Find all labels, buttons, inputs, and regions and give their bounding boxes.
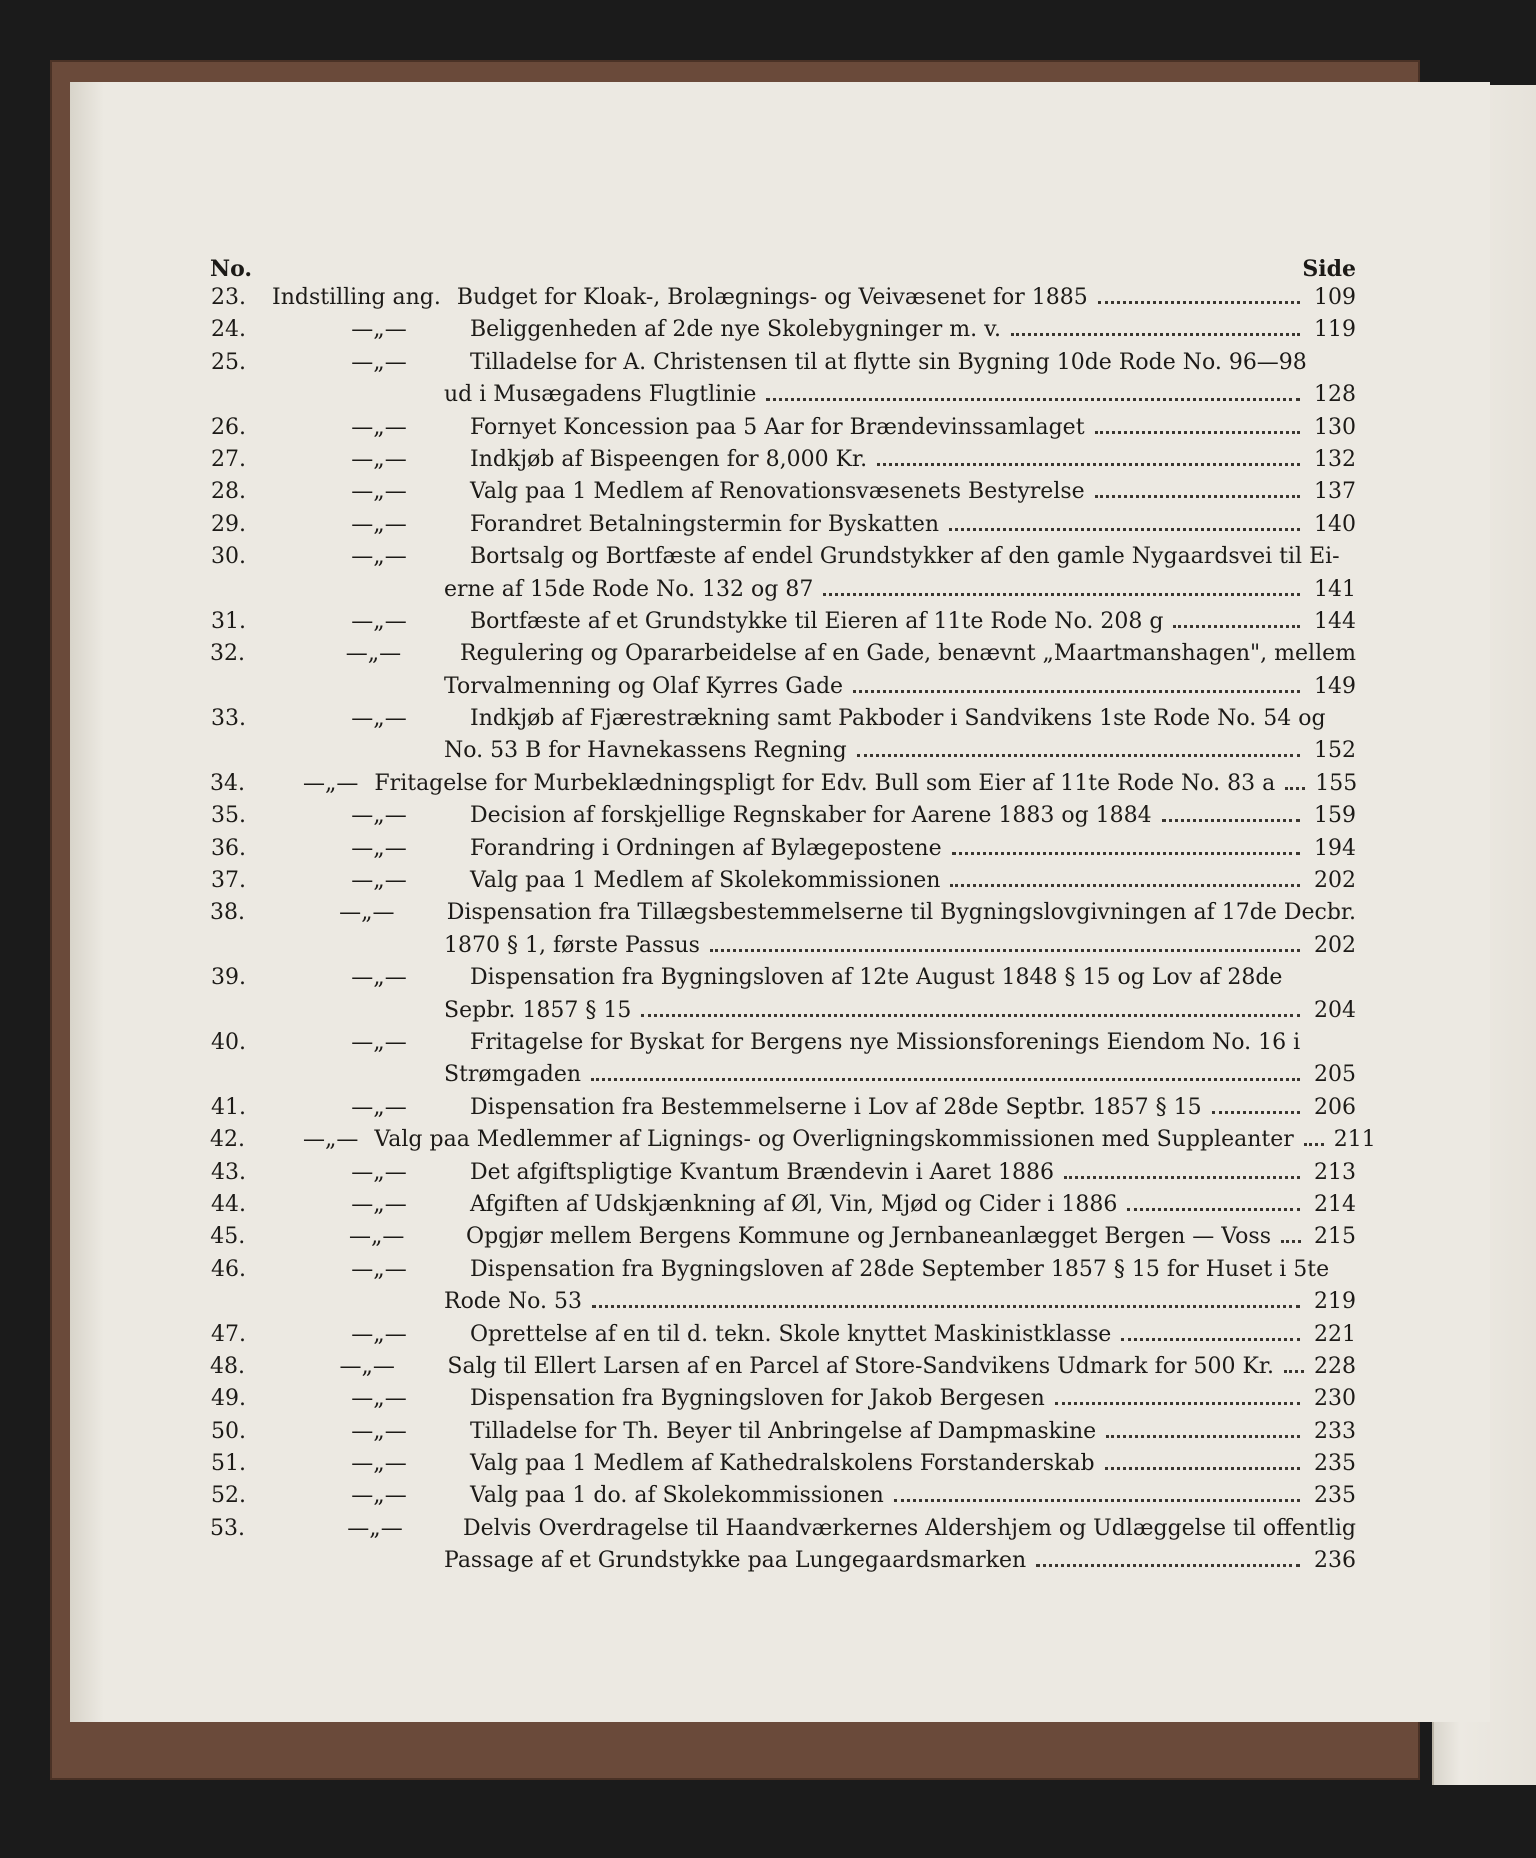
entry-number: 34.	[210, 770, 245, 796]
entry-title: Tilladelse for A. Christensen til at flytte sin Bygning 10de Rode No. 96—98	[470, 349, 1307, 375]
toc-entry-line	[210, 476, 1356, 508]
toc-entry-line	[210, 574, 1356, 606]
ditto-mark: —„—	[351, 544, 407, 570]
leader-dots	[1064, 1176, 1300, 1179]
toc-entry-line	[210, 1319, 1356, 1351]
toc-entry-line	[210, 703, 1356, 735]
ditto-mark: —„—	[351, 1418, 407, 1444]
entry-title: Tilladelse for Th. Beyer til Anbringelse af Dampmaskine	[470, 1418, 1097, 1444]
ditto-mark: —„—	[351, 317, 407, 343]
entry-title: 1870 § 1, første Passus	[444, 932, 700, 958]
entry-page-number: 149	[1314, 673, 1356, 699]
ditto-mark: —„—	[351, 479, 407, 505]
entry-title: Rode No. 53	[444, 1289, 582, 1315]
leader-dots	[952, 852, 1300, 855]
ditto-mark: —„—	[351, 349, 407, 375]
entry-number: 39.	[211, 965, 246, 991]
toc-entry-line	[210, 412, 1356, 444]
ditto-mark: —„—	[339, 1353, 395, 1379]
ditto-mark: —„—	[351, 965, 407, 991]
toc-entry-line	[210, 930, 1356, 962]
toc-entry-line	[210, 1383, 1356, 1415]
toc-entry-line	[210, 1513, 1356, 1545]
entry-page-number: 202	[1314, 868, 1356, 894]
entry-number: 35.	[211, 803, 246, 829]
toc-entry-line	[210, 768, 1356, 800]
entry-title: Salg til Ellert Larsen af en Parcel af Store-Sandvikens Udmark for 500 Kr.	[447, 1353, 1274, 1379]
entry-title: Det afgiftspligtige Kvantum Brændevin i Aaret 1886	[470, 1159, 1055, 1185]
entry-title: Forandret Betalningstermin for Byskatten	[470, 511, 940, 537]
entry-number: 23.	[211, 285, 246, 310]
toc-header	[210, 256, 1356, 282]
entry-title: Dispensation fra Bestemmelserne i Lov af 28de Septbr. 1857 § 15	[470, 1094, 1202, 1120]
entry-title: Decision af forskjellige Regnskaber for Aarene 1883 og 1884	[470, 803, 1152, 829]
leader-dots	[1105, 1467, 1300, 1470]
ditto-mark: —„—	[351, 446, 407, 472]
entry-page-number: 228	[1314, 1353, 1356, 1379]
toc-entry-line	[210, 1448, 1356, 1480]
toc-entry-line	[210, 1189, 1356, 1221]
leader-dots	[766, 398, 1300, 401]
leader-dots	[1285, 787, 1305, 790]
entry-number: 32.	[210, 641, 245, 667]
leader-dots	[1162, 819, 1300, 822]
entry-title: Forandring i Ordningen af Bylægepostene	[470, 835, 942, 861]
entry-page-number: 235	[1314, 1483, 1356, 1509]
entry-title: Valg paa 1 Medlem af Skolekommissionen	[470, 868, 941, 894]
table-of-contents	[210, 256, 1376, 1578]
entry-title: Bortfæste af et Grundstykke til Eieren af 11te Rode No. 208 g	[470, 608, 1164, 634]
ditto-mark: —„—	[348, 1224, 405, 1250]
toc-entry-line	[210, 995, 1356, 1027]
entry-page-number: 211	[1333, 1127, 1376, 1153]
entry-number: 52.	[211, 1483, 246, 1509]
toc-entry-line	[210, 1092, 1356, 1124]
entry-title: Bortsalg og Bortfæste af endel Grundstykker af den gamle Nygaardsvei til Ei-	[470, 544, 1340, 570]
toc-entry-line	[210, 1286, 1356, 1318]
entry-number: 27.	[211, 446, 246, 472]
leader-dots	[1173, 625, 1300, 628]
toc-entry-line	[210, 1124, 1376, 1156]
entry-page-number: 233	[1314, 1418, 1356, 1444]
leader-dots	[1281, 1240, 1301, 1243]
entry-page-number: 137	[1314, 479, 1356, 505]
entry-number: 50.	[211, 1418, 246, 1444]
entry-title: Indkjøb af Bispeengen for 8,000 Kr.	[470, 446, 868, 472]
entry-page-number: 230	[1314, 1386, 1356, 1412]
toc-entry-line	[210, 1545, 1356, 1577]
entry-page-number: 204	[1314, 997, 1356, 1023]
entry-title: Valg paa 1 Medlem af Renovationsvæsenets Bestyrelse	[470, 479, 1085, 505]
number-column-label: No.	[210, 256, 253, 282]
entry-title: Passage af et Grundstykke paa Lungegaardsmarken	[444, 1548, 1027, 1574]
toc-entry-line	[210, 444, 1356, 476]
leader-dots	[1098, 301, 1300, 304]
entry-number: 30.	[211, 544, 246, 570]
entry-number: 44.	[211, 1191, 246, 1217]
entry-number: 31.	[211, 608, 246, 634]
ditto-mark: —„—	[303, 770, 359, 796]
leader-dots	[592, 1305, 1300, 1308]
entry-lead-text: Indstilling ang.	[272, 285, 441, 310]
entry-title: No. 53 B for Havnekassens Regning	[444, 738, 847, 764]
entry-page-number: 155	[1315, 770, 1358, 796]
entry-page-number: 221	[1314, 1321, 1356, 1347]
entry-number: 40.	[211, 1029, 246, 1055]
entry-number: 51.	[211, 1451, 246, 1477]
leader-dots	[1304, 1143, 1324, 1146]
toc-entry-line	[210, 1254, 1356, 1286]
ditto-mark: —„—	[339, 900, 395, 926]
entry-page-number: 206	[1314, 1094, 1356, 1120]
leader-dots	[894, 1499, 1300, 1502]
entry-page-number: 213	[1314, 1159, 1356, 1185]
entry-number: 28.	[211, 479, 246, 505]
entry-title: Strømgaden	[444, 1062, 582, 1088]
entry-title: Fritagelse for Murbeklædningspligt for Edv. Bull som Eier af 11te Rode No. 83 a	[374, 770, 1276, 796]
toc-entry-line	[210, 282, 1356, 314]
leader-dots	[710, 949, 1300, 952]
entry-page-number: 202	[1314, 932, 1356, 958]
ditto-mark: —„—	[351, 1159, 407, 1185]
entry-page-number: 144	[1314, 608, 1356, 634]
toc-entry-line	[210, 314, 1356, 346]
leader-dots	[877, 463, 1300, 466]
leader-dots	[1095, 495, 1300, 498]
leader-dots	[949, 528, 1300, 531]
entry-number: 24.	[211, 317, 246, 343]
entry-title: Fornyet Koncession paa 5 Aar for Brændevinssamlaget	[470, 414, 1085, 440]
leader-dots	[641, 1014, 1300, 1017]
toc-entry-line	[210, 735, 1356, 767]
toc-entry-line	[210, 671, 1356, 703]
entry-page-number: 159	[1314, 803, 1356, 829]
leader-dots	[1284, 1370, 1304, 1373]
leader-dots	[950, 884, 1300, 887]
toc-entry-line	[210, 800, 1356, 832]
entry-title: Delvis Overdragelse til Haandværkernes Aldershjem og Udlæggelse til offentlig	[463, 1515, 1356, 1541]
entry-number: 25.	[211, 349, 246, 375]
ditto-mark: —„—	[351, 1094, 407, 1120]
toc-entry-line	[210, 962, 1356, 994]
toc-entry-line	[210, 897, 1356, 929]
entry-page-number: 140	[1314, 511, 1356, 537]
entry-number: 45.	[210, 1224, 246, 1250]
ditto-mark: —„—	[351, 1191, 407, 1217]
ditto-mark: —„—	[351, 1451, 407, 1477]
leader-dots	[1212, 1111, 1300, 1114]
entry-page-number: 214	[1314, 1191, 1356, 1217]
entry-title: Fritagelse for Byskat for Bergens nye Missionsforenings Eiendom No. 16 i	[470, 1029, 1301, 1055]
leader-dots	[1036, 1564, 1300, 1567]
entry-title: Dispensation fra Tillægsbestemmelserne til Bygningslovgivningen af 17de Decbr.	[446, 900, 1356, 926]
entry-title: Oprettelse af en til d. tekn. Skole knyttet Maskinistklasse	[470, 1321, 1112, 1347]
entry-number: 42.	[210, 1127, 245, 1153]
ditto-mark: —„—	[303, 1127, 359, 1153]
ditto-mark: —„—	[351, 1256, 407, 1282]
entry-number: 48.	[210, 1353, 245, 1379]
leader-dots	[1106, 1435, 1300, 1438]
entry-page-number: 119	[1314, 317, 1356, 343]
entry-page-number: 132	[1314, 446, 1356, 472]
ditto-mark: —„—	[351, 414, 407, 440]
toc-entry-line	[210, 1059, 1356, 1091]
entry-number: 47.	[211, 1321, 246, 1347]
ditto-mark: —„—	[345, 641, 402, 667]
entry-title: ud i Musægadens Flugtlinie	[444, 382, 757, 408]
entry-title: Dispensation fra Bygningsloven af 28de September 1857 § 15 for Huset i 5te	[470, 1256, 1330, 1282]
entry-page-number: 235	[1314, 1451, 1356, 1477]
entry-title: Indkjøb af Fjærestrækning samt Pakboder i Sandvikens 1ste Rode No. 54 og	[470, 706, 1326, 732]
toc-entry-line	[210, 347, 1356, 379]
ditto-mark: —„—	[351, 706, 407, 732]
ditto-mark: —„—	[351, 1029, 407, 1055]
toc-entry-line	[210, 606, 1356, 638]
leader-dots	[591, 1078, 1300, 1081]
toc-entry-line	[210, 1480, 1356, 1512]
entry-page-number: 130	[1314, 414, 1356, 440]
entry-title: Afgiften af Udskjænkning af Øl, Vin, Mjød og Cider i 1886	[470, 1191, 1118, 1217]
toc-entry-line	[210, 1157, 1356, 1189]
toc-entry-line	[210, 1351, 1356, 1383]
leader-dots	[1055, 1402, 1300, 1405]
entry-number: 33.	[211, 706, 246, 732]
entry-title: Dispensation fra Bygningsloven af 12te August 1848 § 15 og Lov af 28de	[470, 965, 1283, 991]
entry-title: Budget for Kloak-, Brolægnings- og Veivæsenet for 1885	[456, 285, 1088, 310]
entry-number: 26.	[211, 414, 246, 440]
entry-number: 37.	[211, 868, 246, 894]
ditto-mark: —„—	[351, 1386, 407, 1412]
entry-title: Regulering og Opararbeidelse af en Gade, benævnt „Maartmanshagen", mellem	[459, 641, 1356, 667]
entry-number: 53.	[210, 1515, 245, 1541]
leader-dots	[823, 593, 1300, 596]
toc-entry-line	[210, 541, 1356, 573]
ditto-mark: —„—	[351, 511, 407, 537]
entry-number: 29.	[211, 511, 246, 537]
entry-page-number: 141	[1314, 576, 1356, 602]
entry-number: 38.	[210, 900, 245, 926]
entry-title: Opgjør mellem Bergens Kommune og Jernbaneanlægget Bergen — Voss	[466, 1224, 1271, 1250]
toc-entry-line	[210, 1416, 1356, 1448]
entry-number: 36.	[211, 835, 246, 861]
entry-title: Sepbr. 1857 § 15	[444, 997, 632, 1023]
toc-entry-line	[210, 865, 1356, 897]
entry-title: Beliggenheden af 2de nye Skolebygninger m. v.	[470, 317, 1001, 343]
entry-page-number: 219	[1314, 1289, 1356, 1315]
toc-entry-line	[210, 833, 1356, 865]
entry-page-number: 236	[1314, 1548, 1356, 1574]
leader-dots	[1121, 1338, 1300, 1341]
page-column-label: Side	[1302, 256, 1356, 282]
entry-title: Dispensation fra Bygningsloven for Jakob Bergesen	[470, 1386, 1045, 1412]
ditto-mark: —„—	[351, 1321, 407, 1347]
leader-dots	[1095, 431, 1300, 434]
leader-dots	[1011, 333, 1300, 336]
entry-page-number: 194	[1314, 835, 1356, 861]
toc-entry-line	[210, 379, 1356, 411]
entry-page-number: 109	[1314, 285, 1356, 310]
leader-dots	[857, 754, 1300, 757]
ditto-mark: —„—	[351, 835, 407, 861]
entry-title: Valg paa 1 do. af Skolekommissionen	[470, 1483, 884, 1509]
ditto-mark: —„—	[351, 1483, 407, 1509]
entry-title: Valg paa Medlemmer af Lignings- og Overligningskommissionen med Suppleanter	[374, 1127, 1294, 1153]
entry-page-number: 152	[1314, 738, 1356, 764]
entry-number: 46.	[211, 1256, 246, 1282]
entry-title: erne af 15de Rode No. 132 og 87	[444, 576, 814, 602]
ditto-mark: —„—	[351, 608, 407, 634]
entry-page-number: 128	[1314, 382, 1356, 408]
ditto-mark: —„—	[351, 803, 407, 829]
toc-entry-line	[210, 1221, 1356, 1253]
leader-dots	[853, 690, 1300, 693]
entry-number: 41.	[211, 1094, 246, 1120]
entry-title: Valg paa 1 Medlem af Kathedralskolens Forstanderskab	[470, 1451, 1095, 1477]
leader-dots	[1127, 1208, 1300, 1211]
entry-page-number: 205	[1314, 1062, 1356, 1088]
page-gutter-shadow	[70, 82, 104, 1722]
entry-title: Torvalmenning og Olaf Kyrres Gade	[444, 673, 844, 699]
ditto-mark: —„—	[351, 868, 407, 894]
entry-number: 43.	[211, 1159, 246, 1185]
toc-entry-line	[210, 509, 1356, 541]
toc-entry-line	[210, 638, 1356, 670]
entry-page-number: 215	[1314, 1224, 1356, 1250]
ditto-mark: —„—	[347, 1515, 403, 1541]
toc-entry-line	[210, 1027, 1356, 1059]
toc-entries	[210, 282, 1376, 1578]
entry-number: 49.	[211, 1386, 246, 1412]
